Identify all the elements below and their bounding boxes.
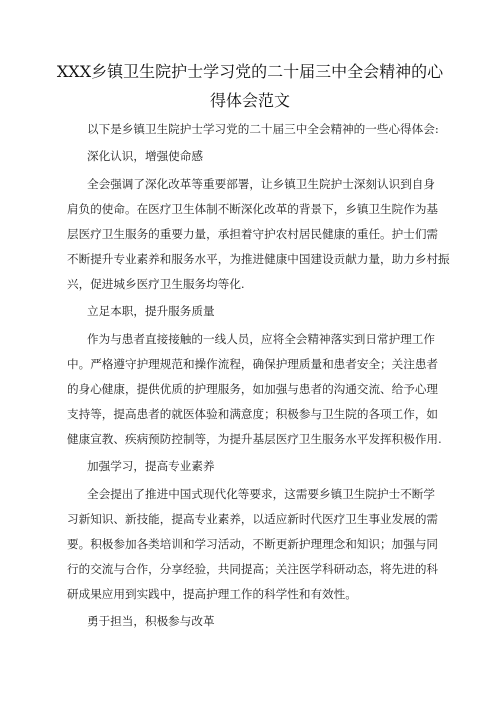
section-heading-2: 立足本职，提升服务质量 bbox=[87, 304, 215, 318]
paragraph-3-line: 习新知识、新技能，提高专业素养，以适应新时代医疗卫生事业发展的需 bbox=[67, 512, 439, 526]
paragraph-3-line: 行的交流与合作，分享经验，共同提高；关注医学科研动态，将先进的科 bbox=[67, 562, 439, 576]
paragraph-2-line: 中。严格遵守护理规范和操作流程，确保护理质量和患者安全；关注患者 bbox=[67, 357, 439, 371]
paragraph-2-line: 健康宣教、疾病预防控制等，为提升基层医疗卫生服务水平发挥积极作用. bbox=[67, 432, 442, 446]
paragraph-3-line: 全会提出了推进中国式现代化等要求，这需要乡镇卫生院护士不断学 bbox=[87, 487, 435, 501]
paragraph-1-line: 肩负的使命。在医疗卫生体制不断深化改革的背景下，乡镇卫生院作为基 bbox=[67, 202, 439, 216]
intro-paragraph: 以下是乡镇卫生院护士学习党的二十届三中全会精神的一些心得体会: bbox=[87, 122, 439, 136]
paragraph-2-line: 作为与患者直接接触的一线人员，应将全会精神落实到日常护理工作 bbox=[87, 332, 435, 346]
paragraph-1-line: 不断提升专业素养和服务水平，为推进健康中国建设贡献力量，助力乡村振 bbox=[67, 252, 450, 266]
document-title-line-2: 得体会范文 bbox=[209, 91, 290, 110]
paragraph-1-line: 全会强调了深化改革等重要部署，让乡镇卫生院护士深刻认识到自身 bbox=[87, 177, 435, 191]
paragraph-2-line: 的身心健康，提供优质的护理服务，如加强与患者的沟通交流、给予心理 bbox=[67, 382, 439, 396]
paragraph-1-line: 兴，促进城乡医疗卫生服务均等化. bbox=[67, 277, 245, 291]
section-heading-4: 勇于担当，积极参与改革 bbox=[87, 614, 215, 628]
paragraph-3-line: 研成果应用到实践中，提高护理工作的科学性和有效性。 bbox=[67, 587, 357, 601]
document-title-line-1: XXX乡镇卫生院护士学习党的二十届三中全会精神的心 bbox=[56, 62, 444, 81]
paragraph-1-line: 层医疗卫生服务的重要力量，承担着守护农村居民健康的重任。护士们需 bbox=[67, 227, 439, 241]
paragraph-3-line: 要。积极参加各类培训和学习活动，不断更新护理理念和知识；加强与同 bbox=[67, 537, 439, 551]
section-heading-3: 加强学习，提高专业素养 bbox=[87, 459, 215, 473]
paragraph-2-line: 支持等，提高患者的就医体验和满意度；积极参与卫生院的各项工作，如 bbox=[67, 407, 439, 421]
section-heading-1: 深化认识，增强使命感 bbox=[87, 149, 203, 163]
